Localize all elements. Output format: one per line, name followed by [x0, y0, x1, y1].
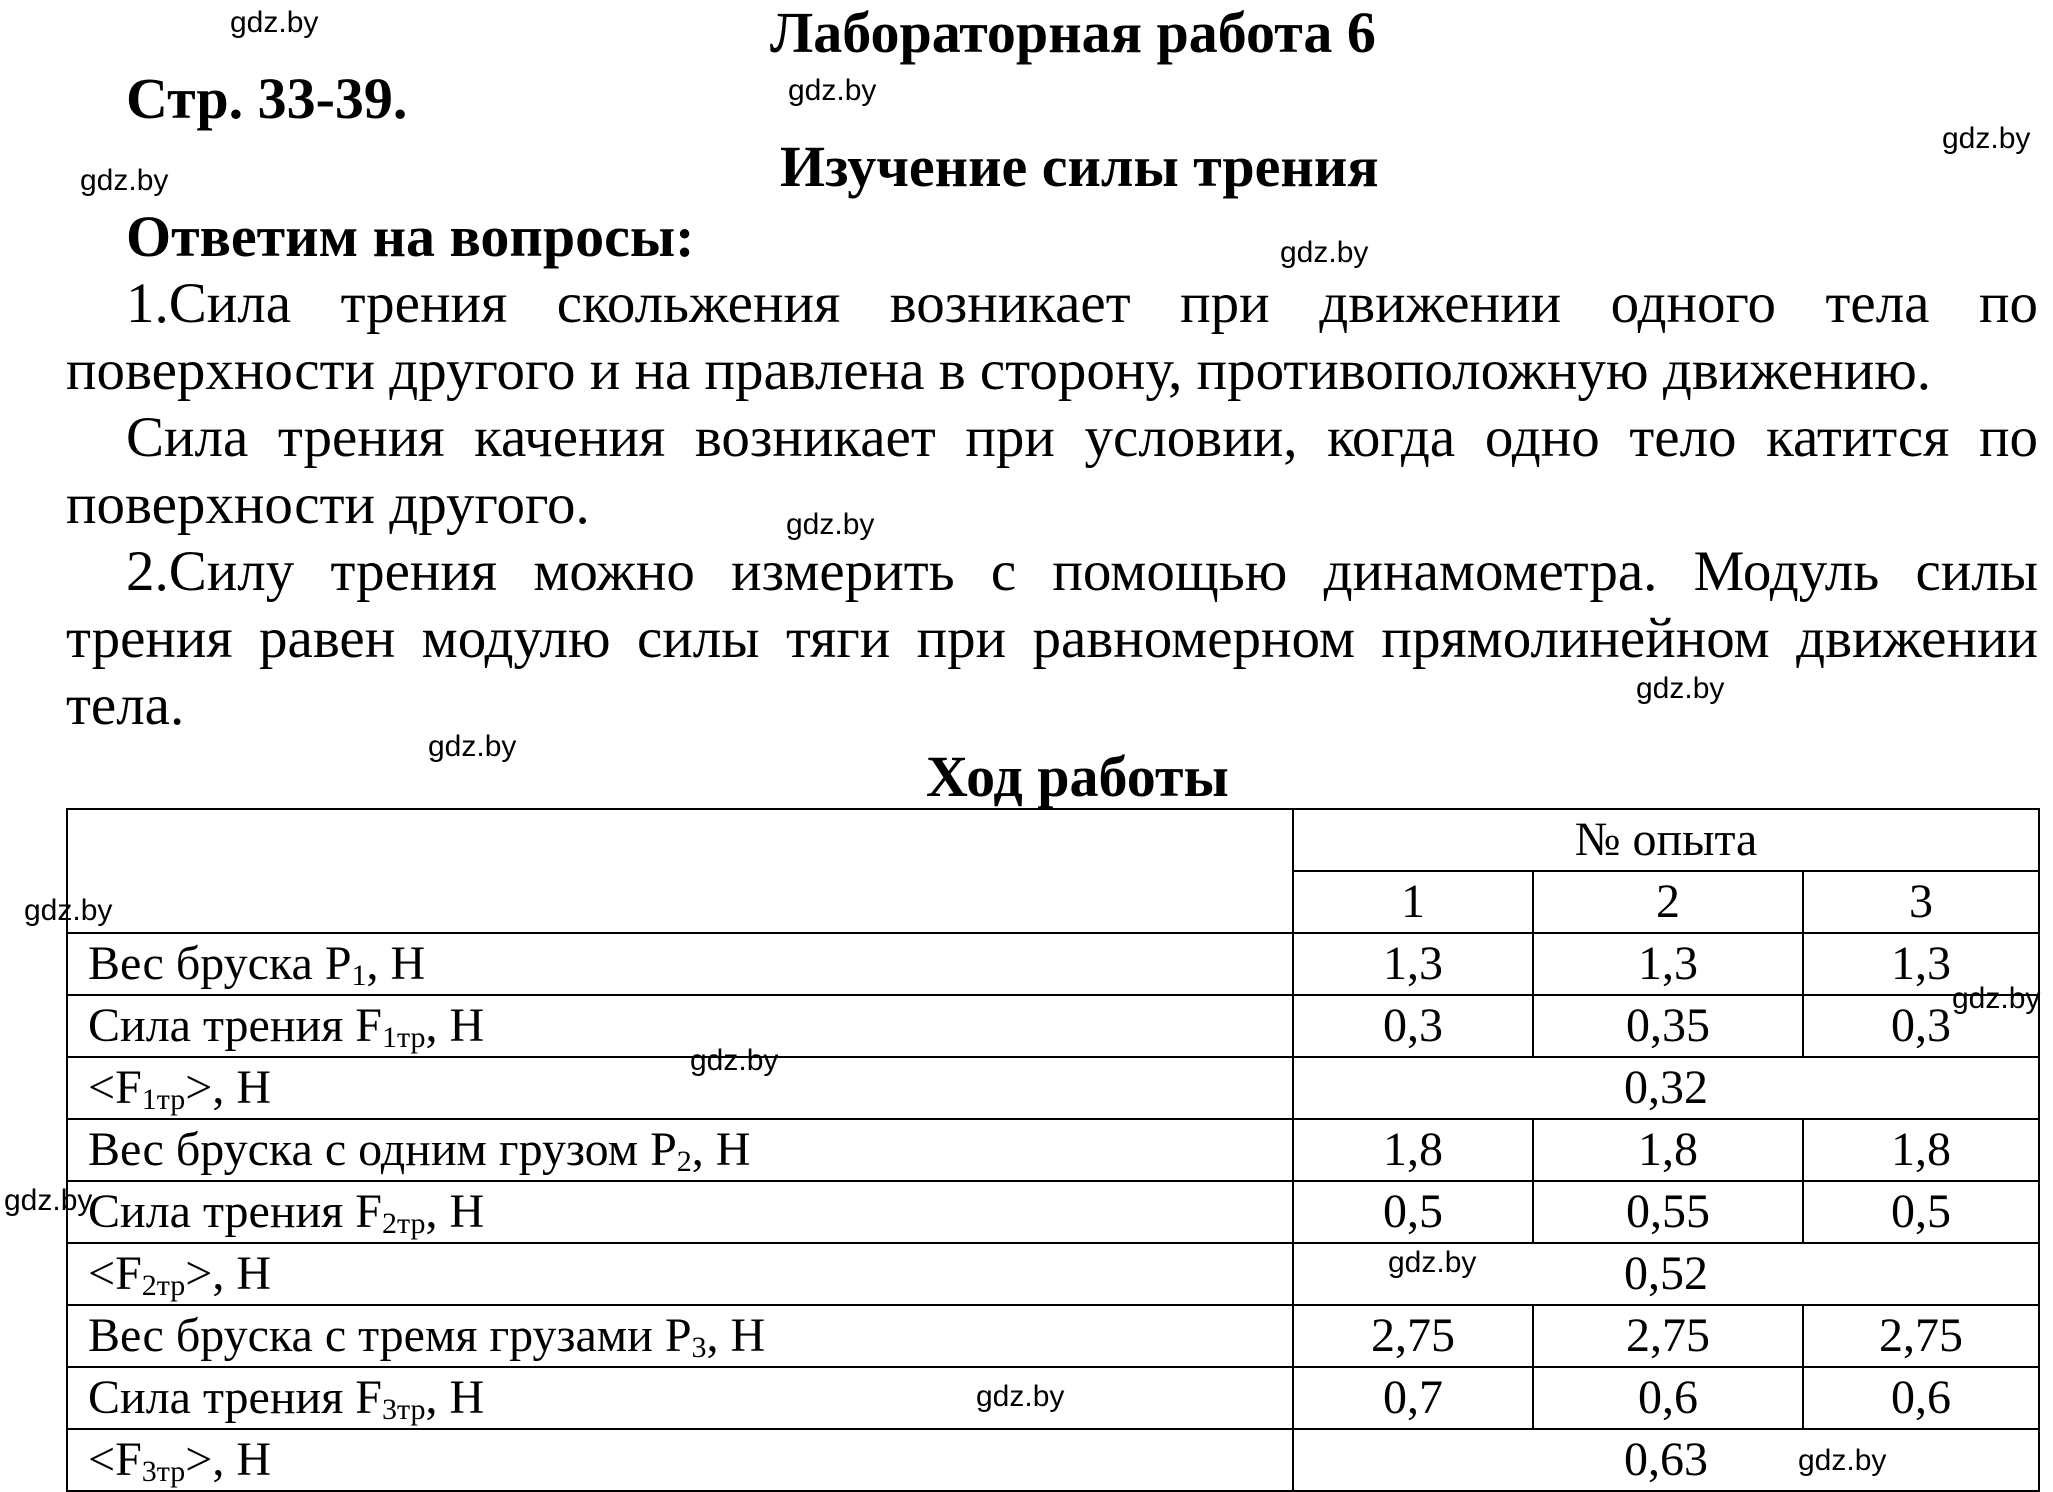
lab-title: Лабораторная работа 6: [770, 0, 1376, 65]
watermark: gdz.by: [80, 164, 169, 197]
watermark: gdz.by: [428, 730, 517, 763]
table-row: [67, 1057, 2039, 1119]
watermark: gdz.by: [1388, 1246, 1477, 1279]
table-row: [67, 1429, 2039, 1491]
row-label-subscript: 1: [351, 959, 367, 992]
answer-1b: Сила трения качения возникает при условии, когда одно тело катится по поверхности другого.: [66, 406, 2038, 536]
value-cell: 1,3: [1803, 933, 2039, 995]
answer-1: 1.Сила трения скольжения возникает при движении одного тела по поверхности другого и на правлена в сторону, противоположную движению.: [66, 272, 2038, 402]
table-row: [67, 1181, 2039, 1243]
row-label-subscript: 3тр: [141, 1455, 186, 1488]
table-row: [67, 933, 2039, 995]
watermark: gdz.by: [24, 894, 113, 927]
value-cell: 1,8: [1533, 1119, 1803, 1181]
row-label-subscript: 1тр: [141, 1083, 186, 1116]
value-cell: 0,5: [1293, 1181, 1533, 1243]
value-cell: 2,75: [1293, 1305, 1533, 1367]
topic-title: Изучение силы трения: [780, 134, 1379, 199]
table-row: [67, 1119, 2039, 1181]
watermark: gdz.by: [4, 1184, 93, 1217]
value-cell: 1,8: [1293, 1119, 1533, 1181]
row-label-cell: [67, 995, 1293, 1057]
row-label-unit: >, Н: [185, 1433, 271, 1486]
row-label-cell: [67, 1243, 1293, 1305]
row-label-unit: , Н: [706, 1309, 766, 1362]
value-cell: 0,3: [1293, 995, 1533, 1057]
row-label-cell: [67, 1305, 1293, 1367]
value-cell: 1,8: [1803, 1119, 2039, 1181]
mean-value-cell: 0,32: [1293, 1057, 2039, 1119]
row-label: <F: [88, 1247, 142, 1300]
row-label-subscript: 3: [691, 1331, 707, 1364]
row-label-unit: >, Н: [185, 1247, 271, 1300]
value-cell: 0,55: [1533, 1181, 1803, 1243]
mean-value-cell: 0,52: [1293, 1243, 2039, 1305]
value-cell: 2,75: [1533, 1305, 1803, 1367]
header-col-3: 3: [1803, 871, 2039, 933]
watermark: gdz.by: [976, 1380, 1065, 1413]
value-cell: 0,6: [1533, 1367, 1803, 1429]
row-label: Вес бруска P: [88, 937, 352, 990]
row-label-unit: , Н: [425, 1371, 485, 1424]
row-label-subscript: 1тр: [381, 1021, 426, 1054]
header-blank-cell: [67, 809, 1293, 933]
page-range: Стр. 33-39.: [126, 66, 408, 131]
watermark: gdz.by: [788, 74, 877, 107]
questions-heading: Ответим на вопросы:: [126, 204, 695, 269]
header-col-2: 2: [1533, 871, 1803, 933]
row-label-cell: [67, 1119, 1293, 1181]
watermark: gdz.by: [1636, 672, 1725, 705]
row-label-unit: , Н: [366, 937, 426, 990]
row-label-cell: [67, 1367, 1293, 1429]
header-group-cell: № опыта: [1293, 809, 2039, 871]
row-label-unit: >, Н: [185, 1061, 271, 1114]
row-label-cell: [67, 1057, 1293, 1119]
watermark: gdz.by: [1280, 236, 1369, 269]
table-row: [67, 1243, 2039, 1305]
procedure-heading: Ход работы: [926, 744, 1229, 809]
value-cell: 0,3: [1803, 995, 2039, 1057]
row-label-unit: , Н: [691, 1123, 751, 1176]
watermark: gdz.by: [1798, 1444, 1887, 1477]
watermark: gdz.by: [1952, 982, 2041, 1015]
value-cell: 0,35: [1533, 995, 1803, 1057]
value-cell: 0,5: [1803, 1181, 2039, 1243]
table-row: [67, 1305, 2039, 1367]
header-col-1: 1: [1293, 871, 1533, 933]
value-cell: 1,3: [1533, 933, 1803, 995]
row-label: Вес бруска с одним грузом P: [88, 1123, 677, 1176]
row-label-subscript: 3тр: [381, 1393, 426, 1426]
watermark: gdz.by: [786, 508, 875, 541]
table-row: [67, 995, 2039, 1057]
mean-value-cell: 0,63: [1293, 1429, 2039, 1491]
row-label-unit: , Н: [425, 1185, 485, 1238]
answer-2: 2.Силу трения можно измерить с помощью динамометра. Модуль силы трения равен модулю силы тяги при равномерном прямолинейном движении тела.: [66, 540, 2038, 737]
row-label: Сила трения F: [88, 1371, 382, 1424]
header-row: [67, 809, 2039, 871]
row-label-cell: [67, 1181, 1293, 1243]
value-cell: 2,75: [1803, 1305, 2039, 1367]
watermark: gdz.by: [1942, 122, 2031, 155]
row-label-cell: [67, 1429, 1293, 1491]
row-label: <F: [88, 1433, 142, 1486]
value-cell: 1,3: [1293, 933, 1533, 995]
row-label: <F: [88, 1061, 142, 1114]
row-label-subscript: 2тр: [381, 1207, 426, 1240]
value-cell: 0,7: [1293, 1367, 1533, 1429]
row-label-subscript: 2тр: [141, 1269, 186, 1302]
row-label: Вес бруска с тремя грузами P: [88, 1309, 692, 1362]
row-label-cell: [67, 933, 1293, 995]
row-label: Сила трения F: [88, 1185, 382, 1238]
row-label: Сила трения F: [88, 999, 382, 1052]
row-label-unit: , Н: [425, 999, 485, 1052]
value-cell: 0,6: [1803, 1367, 2039, 1429]
watermark: gdz.by: [230, 6, 319, 39]
row-label-subscript: 2: [676, 1145, 692, 1178]
watermark: gdz.by: [690, 1044, 779, 1077]
